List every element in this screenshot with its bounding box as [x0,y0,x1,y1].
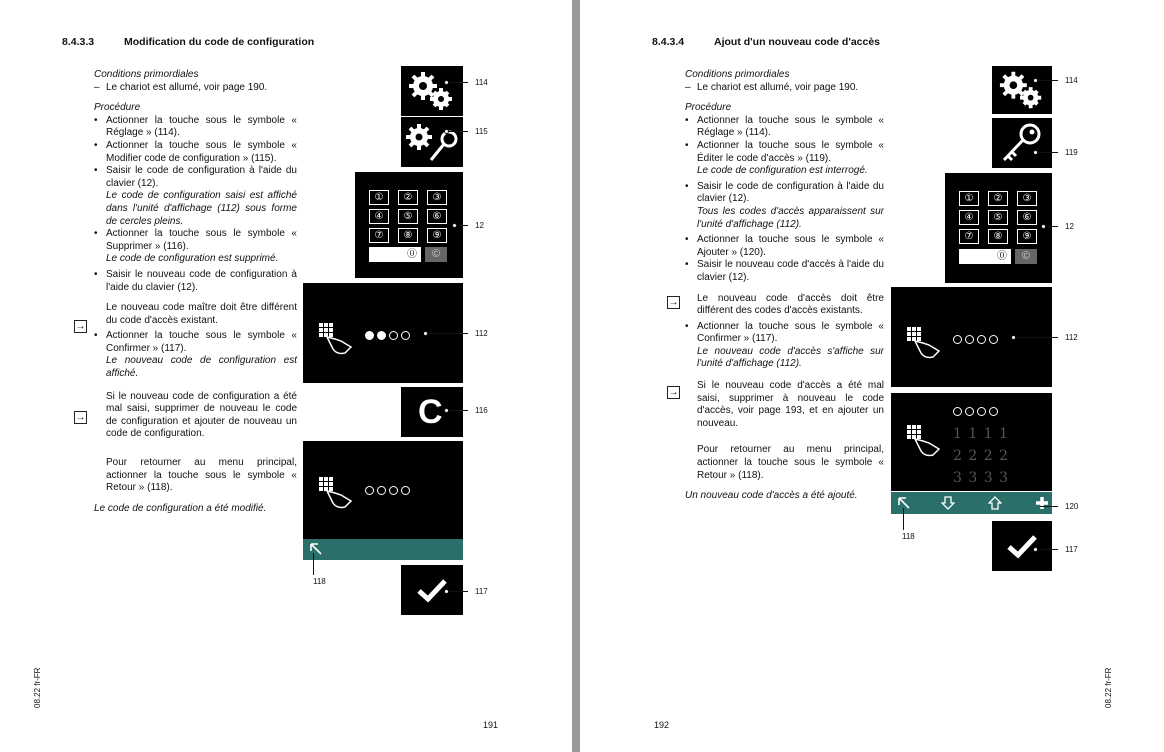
arrow-icon: → [75,412,86,423]
step-2: • Actionner la touche sous le symbole « Modifier code de configuration » (115). [94,139,297,164]
settings-symbol [992,66,1052,114]
key-8[interactable]: ⑧ [398,228,418,243]
code-circles [953,331,1001,349]
step-5: • Saisir le nouveau code de configuration à l'aide du clavier (12). [94,268,297,293]
step-6: • Actionner la touche sous le symbole « Confirmer » (117). [685,320,884,345]
callout-112: 112 [475,329,488,338]
step-3-note: Tous les codes d'accès apparaissent sur l'unité d'affichage (112). [697,205,884,230]
key-6[interactable]: ⑥ [1017,210,1037,225]
arrow-icon: → [668,297,679,308]
step-1: • Actionner la touche sous le symbole « Réglage » (114). [685,114,884,139]
gear-icon [992,66,1052,114]
key-clear[interactable]: © [1015,249,1037,264]
back-arrow-icon [897,496,911,510]
confirm-symbol [992,521,1052,571]
step-4: • Actionner la touche sous le symbole « Supprimer » (116). [94,228,297,252]
step-4: • Actionner la touche sous le symbole « Ajouter » (120). [685,234,884,258]
condition-item: – Le chariot est allumé, voir page 190. [94,81,268,93]
conditions-heading: Conditions primordiales [685,69,790,80]
step-3-note: Le code de configuration saisi est affiché dans l'unité d'affichage (112) sous forme de cercles pleins. [106,190,297,227]
step-2: • Actionner la touche sous le symbole « Éditer le code d'accès » (119). [685,139,884,164]
step-1: • Actionner la touche sous le symbole « Réglage » (114). [94,114,297,139]
callout-119: 119 [1065,148,1078,157]
arrow-note-2: Si le nouveau code d'accès a été mal saisi, supprimer à nouveau le code d'accès, voir page 193, et en ajouter un nouveau. [697,380,884,429]
access-code-list-display [891,393,1052,491]
key-7[interactable]: ⑦ [369,228,389,243]
clear-icon: C [418,393,443,431]
callout-115: 115 [475,127,488,136]
key-1[interactable]: ① [959,191,979,206]
list-item[interactable]: 1 1 1 1 [953,426,1009,442]
left-page [0,0,572,752]
key-8[interactable]: ⑧ [988,229,1008,244]
doc-version: 08.22 fr-FR [1104,667,1113,708]
return-note: Pour retourner au menu principal, actionner la touche sous le symbole « Retour » (118). [697,444,884,481]
key-clear[interactable]: © [425,247,447,262]
page-number: 192 [654,720,670,730]
callout-12: 12 [1065,222,1074,231]
step-4-note: Le code de configuration est supprimé. [106,253,279,265]
section-title: Ajout d'un nouveau code d'accès [714,36,881,48]
list-item[interactable]: 2 2 2 2 [953,448,1009,464]
step-3: • Saisir le code de configuration à l'aide du clavier (12). [685,180,884,205]
step-5: • Saisir le nouveau code d'accès à l'aide du clavier (12). [685,259,884,283]
nav-bar [303,539,463,560]
key-2[interactable]: ② [988,191,1008,206]
callout-117: 117 [475,587,488,596]
delete-symbol [401,387,463,437]
step-6-note: Le nouveau code de configuration est affiché. [106,355,297,380]
key-9[interactable]: ⑨ [427,228,447,243]
key-5[interactable]: ⑤ [398,209,418,224]
key-3[interactable]: ③ [1017,191,1037,206]
key-2[interactable]: ② [398,190,418,205]
procedure-heading: Procédure [94,102,141,114]
key-icon [992,118,1052,168]
callout-114: 114 [1065,76,1078,85]
arrow-icon: → [668,387,679,398]
procedure-heading: Procédure [685,102,732,114]
code-circles [953,403,1001,421]
right-page [580,0,1164,752]
return-note: Pour retourner au menu principal, actionner la touche sous le symbole « Retour » (118). [106,457,297,494]
key-1[interactable]: ① [369,190,389,205]
gear-icon [401,66,463,116]
hand-keypad-icon [905,423,941,459]
keypad [945,173,1052,283]
conditions-heading: Conditions primordiales [94,69,199,80]
callout-117: 117 [1065,545,1078,554]
list-item[interactable]: 3 3 3 3 [953,470,1009,486]
condition-item: – Le chariot est allumé, voir page 190. [685,81,859,93]
arrow-note-1: Le nouveau code maître doit être différent du code d'accès existant. [106,302,297,326]
doc-version: 08.22 fr-FR [33,667,42,708]
step-2-note: Le code de configuration est interrogé. [697,165,868,177]
code-circles [365,482,413,500]
display-unit-empty [303,441,463,539]
callout-116: 116 [475,406,488,415]
callout-118: 118 [313,577,326,586]
plus-icon [1035,496,1049,510]
hand-keypad-icon [317,321,353,357]
edit-access-code-symbol [992,118,1052,168]
hand-keypad-icon [317,475,353,511]
section-number: 8.4.3.4 [652,36,685,48]
nav-bar [891,492,1052,514]
callout-114: 114 [475,78,488,87]
back-arrow-icon [309,542,323,556]
confirm-symbol [401,565,463,615]
key-0[interactable]: ⓪ [959,249,1011,264]
callout-12: 12 [475,221,484,230]
callout-120: 120 [1065,502,1079,511]
arrow-icon: → [75,321,86,332]
key-7[interactable]: ⑦ [959,229,979,244]
key-6[interactable]: ⑥ [427,209,447,224]
key-4[interactable]: ④ [369,209,389,224]
arrow-down-icon [941,496,955,510]
final-result: Un nouveau code d'accès a été ajouté. [685,490,858,502]
instructions-left [94,69,297,515]
keypad [355,172,463,278]
callout-118: 118 [902,532,915,541]
settings-symbol [401,66,463,116]
key-4[interactable]: ④ [959,210,979,225]
callout-112: 112 [1065,333,1078,342]
section-title: Modification du code de configuration [124,36,315,48]
step-6: • Actionner la touche sous le symbole « Confirmer » (117). [94,330,297,354]
arrow-note-1: Le nouveau code d'accès doit être différent des codes d'accès existants. [697,292,884,317]
key-3[interactable]: ③ [427,190,447,205]
checkmark-icon [1006,533,1038,559]
key-0[interactable]: ⓪ [369,247,421,262]
final-result: Le code de configuration a été modifié. [94,502,267,514]
key-9[interactable]: ⑨ [1017,229,1037,244]
instructions-right [685,69,884,503]
code-circles [365,327,413,345]
key-5[interactable]: ⑤ [988,210,1008,225]
step-3: • Saisir le code de configuration à l'aide du clavier (12). [94,165,297,189]
hand-keypad-icon [905,325,941,361]
modify-code-symbol [401,117,463,167]
gear-key-icon [401,117,463,167]
arrow-note-2: Si le nouveau code de configuration a été mal saisi, supprimer de nouveau le code de configuration et ajouter de nouveau un code de configuration. [106,390,297,440]
section-number: 8.4.3.3 [62,36,95,48]
step-6-note: Le nouveau code d'accès s'affiche sur l'unité d'affichage (112). [697,345,884,370]
code-list [953,423,1009,489]
arrow-up-icon [988,496,1002,510]
page-number: 191 [483,720,499,730]
